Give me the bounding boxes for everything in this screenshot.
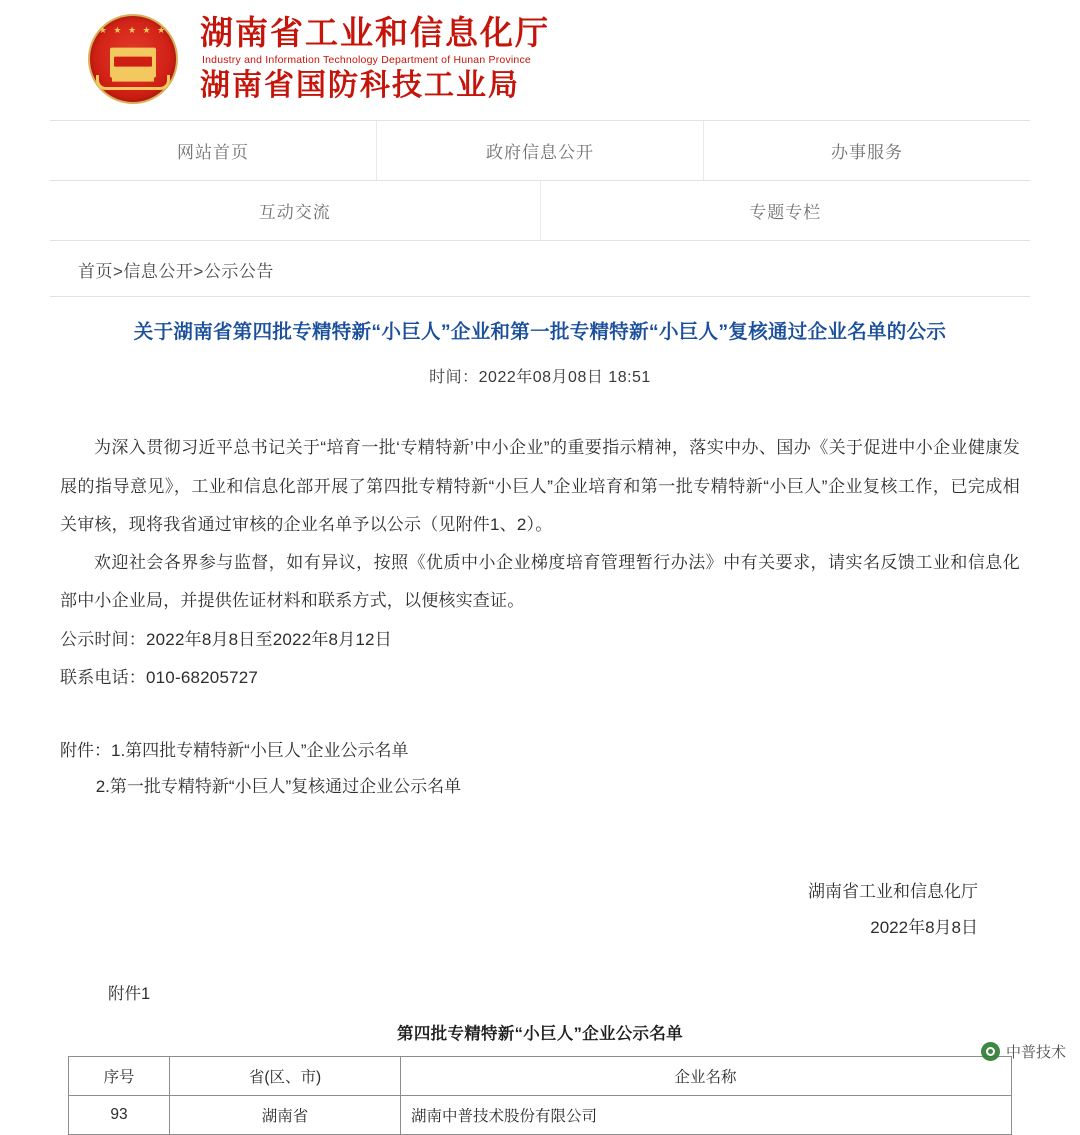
paragraph-2: 欢迎社会各界参与监督，如有异议，按照《优质中小企业梯度培育管理暂行办法》中有关要求，请实名反馈工业和信息化部中小企业局，并提供佐证材料和联系方式，以便核实查证。 <box>60 553 1020 611</box>
article-text <box>60 429 1020 697</box>
cell-province: 湖南省 <box>170 1095 401 1134</box>
signature-block <box>60 874 1020 945</box>
breadcrumb[interactable]: 首页>信息公开>公示公告 <box>50 241 1030 297</box>
attachment-label: 附件： <box>60 741 111 761</box>
column-header-no: 序号 <box>69 1056 170 1095</box>
site-title-sub: 湖南省国防科技工业局 <box>200 69 520 103</box>
nav-item-topics[interactable]: 专题专栏 <box>749 203 822 222</box>
nav-item-services[interactable]: 办事服务 <box>831 143 903 162</box>
emblem-gate <box>110 48 156 78</box>
nav-item-interaction[interactable]: 互动交流 <box>50 181 541 240</box>
nav-row-secondary <box>50 181 1030 241</box>
column-header-company: 企业名称 <box>401 1056 1012 1095</box>
contact-phone: 联系电话：010-68205727 <box>60 667 259 687</box>
attachment-section-label: 附件1 <box>108 984 151 1003</box>
attachment-item-1[interactable]: 1.第四批专精特新“小巨人”企业公示名单 <box>111 741 409 761</box>
emblem-stars: ★ ★ ★ ★ ★ <box>98 25 168 35</box>
attachment-line-1 <box>60 733 1020 769</box>
cell-no: 93 <box>69 1095 170 1134</box>
nav-row-primary <box>50 121 1030 181</box>
attachment-list <box>60 733 1020 804</box>
nav-item-gov-info[interactable]: 政府信息公开 <box>377 121 704 180</box>
watermark-text: 中普技术 <box>1005 1044 1066 1061</box>
attachment-table-title: 第四批专精特新“小巨人”企业公示名单 <box>397 1024 683 1043</box>
column-header-province: 省(区、市) <box>170 1056 401 1095</box>
attachment-item-2[interactable]: 2.第一批专精特新“小巨人”复核通过企业公示名单 <box>95 776 462 796</box>
watermark-badge <box>981 1041 1066 1062</box>
publicity-period: 公示时间：2022年8月8日至2022年8月12日 <box>60 629 392 649</box>
company-list-table <box>68 1056 1012 1135</box>
nav-item-home[interactable]: 网站首页 <box>50 121 377 180</box>
signature-org: 湖南省工业和信息化厅 <box>808 882 978 902</box>
site-title-block <box>200 14 550 103</box>
main-navigation <box>50 120 1030 241</box>
signature-date: 2022年8月8日 <box>870 918 978 938</box>
site-title-main: 湖南省工业和信息化厅 <box>200 14 550 52</box>
page-title: 关于湖南省第四批专精特新“小巨人”企业和第一批专精特新“小巨人”复核通过企业名单的公示 <box>133 321 947 343</box>
site-title-english: Industry and Information Technology Department of Hunan Province <box>202 54 531 67</box>
table-row <box>69 1095 1012 1134</box>
table-header-row <box>69 1056 1012 1095</box>
site-header <box>0 0 1080 114</box>
zhongpu-logo-icon <box>981 1042 1000 1061</box>
article-body <box>0 319 1080 1135</box>
national-emblem-icon <box>88 14 178 104</box>
paragraph-1: 为深入贯彻习近平总书记关于“培育一批‘专精特新’中小企业”的重要指示精神，落实中办、国办《关于促进中小企业健康发展的指导意见》，工业和信息化部开展了第四批专精特新“小巨人”企业培育和第一批专精特新“小巨人”企业复核工作，已完成相关审核，现将我省通过审核的企业名单予以公示（见附件1、2）。 <box>60 438 1020 534</box>
emblem-wheat <box>96 75 170 90</box>
publish-time: 时间：2022年08月08日 18:51 <box>429 369 651 387</box>
cell-company: 湖南中普技术股份有限公司 <box>401 1095 1012 1134</box>
